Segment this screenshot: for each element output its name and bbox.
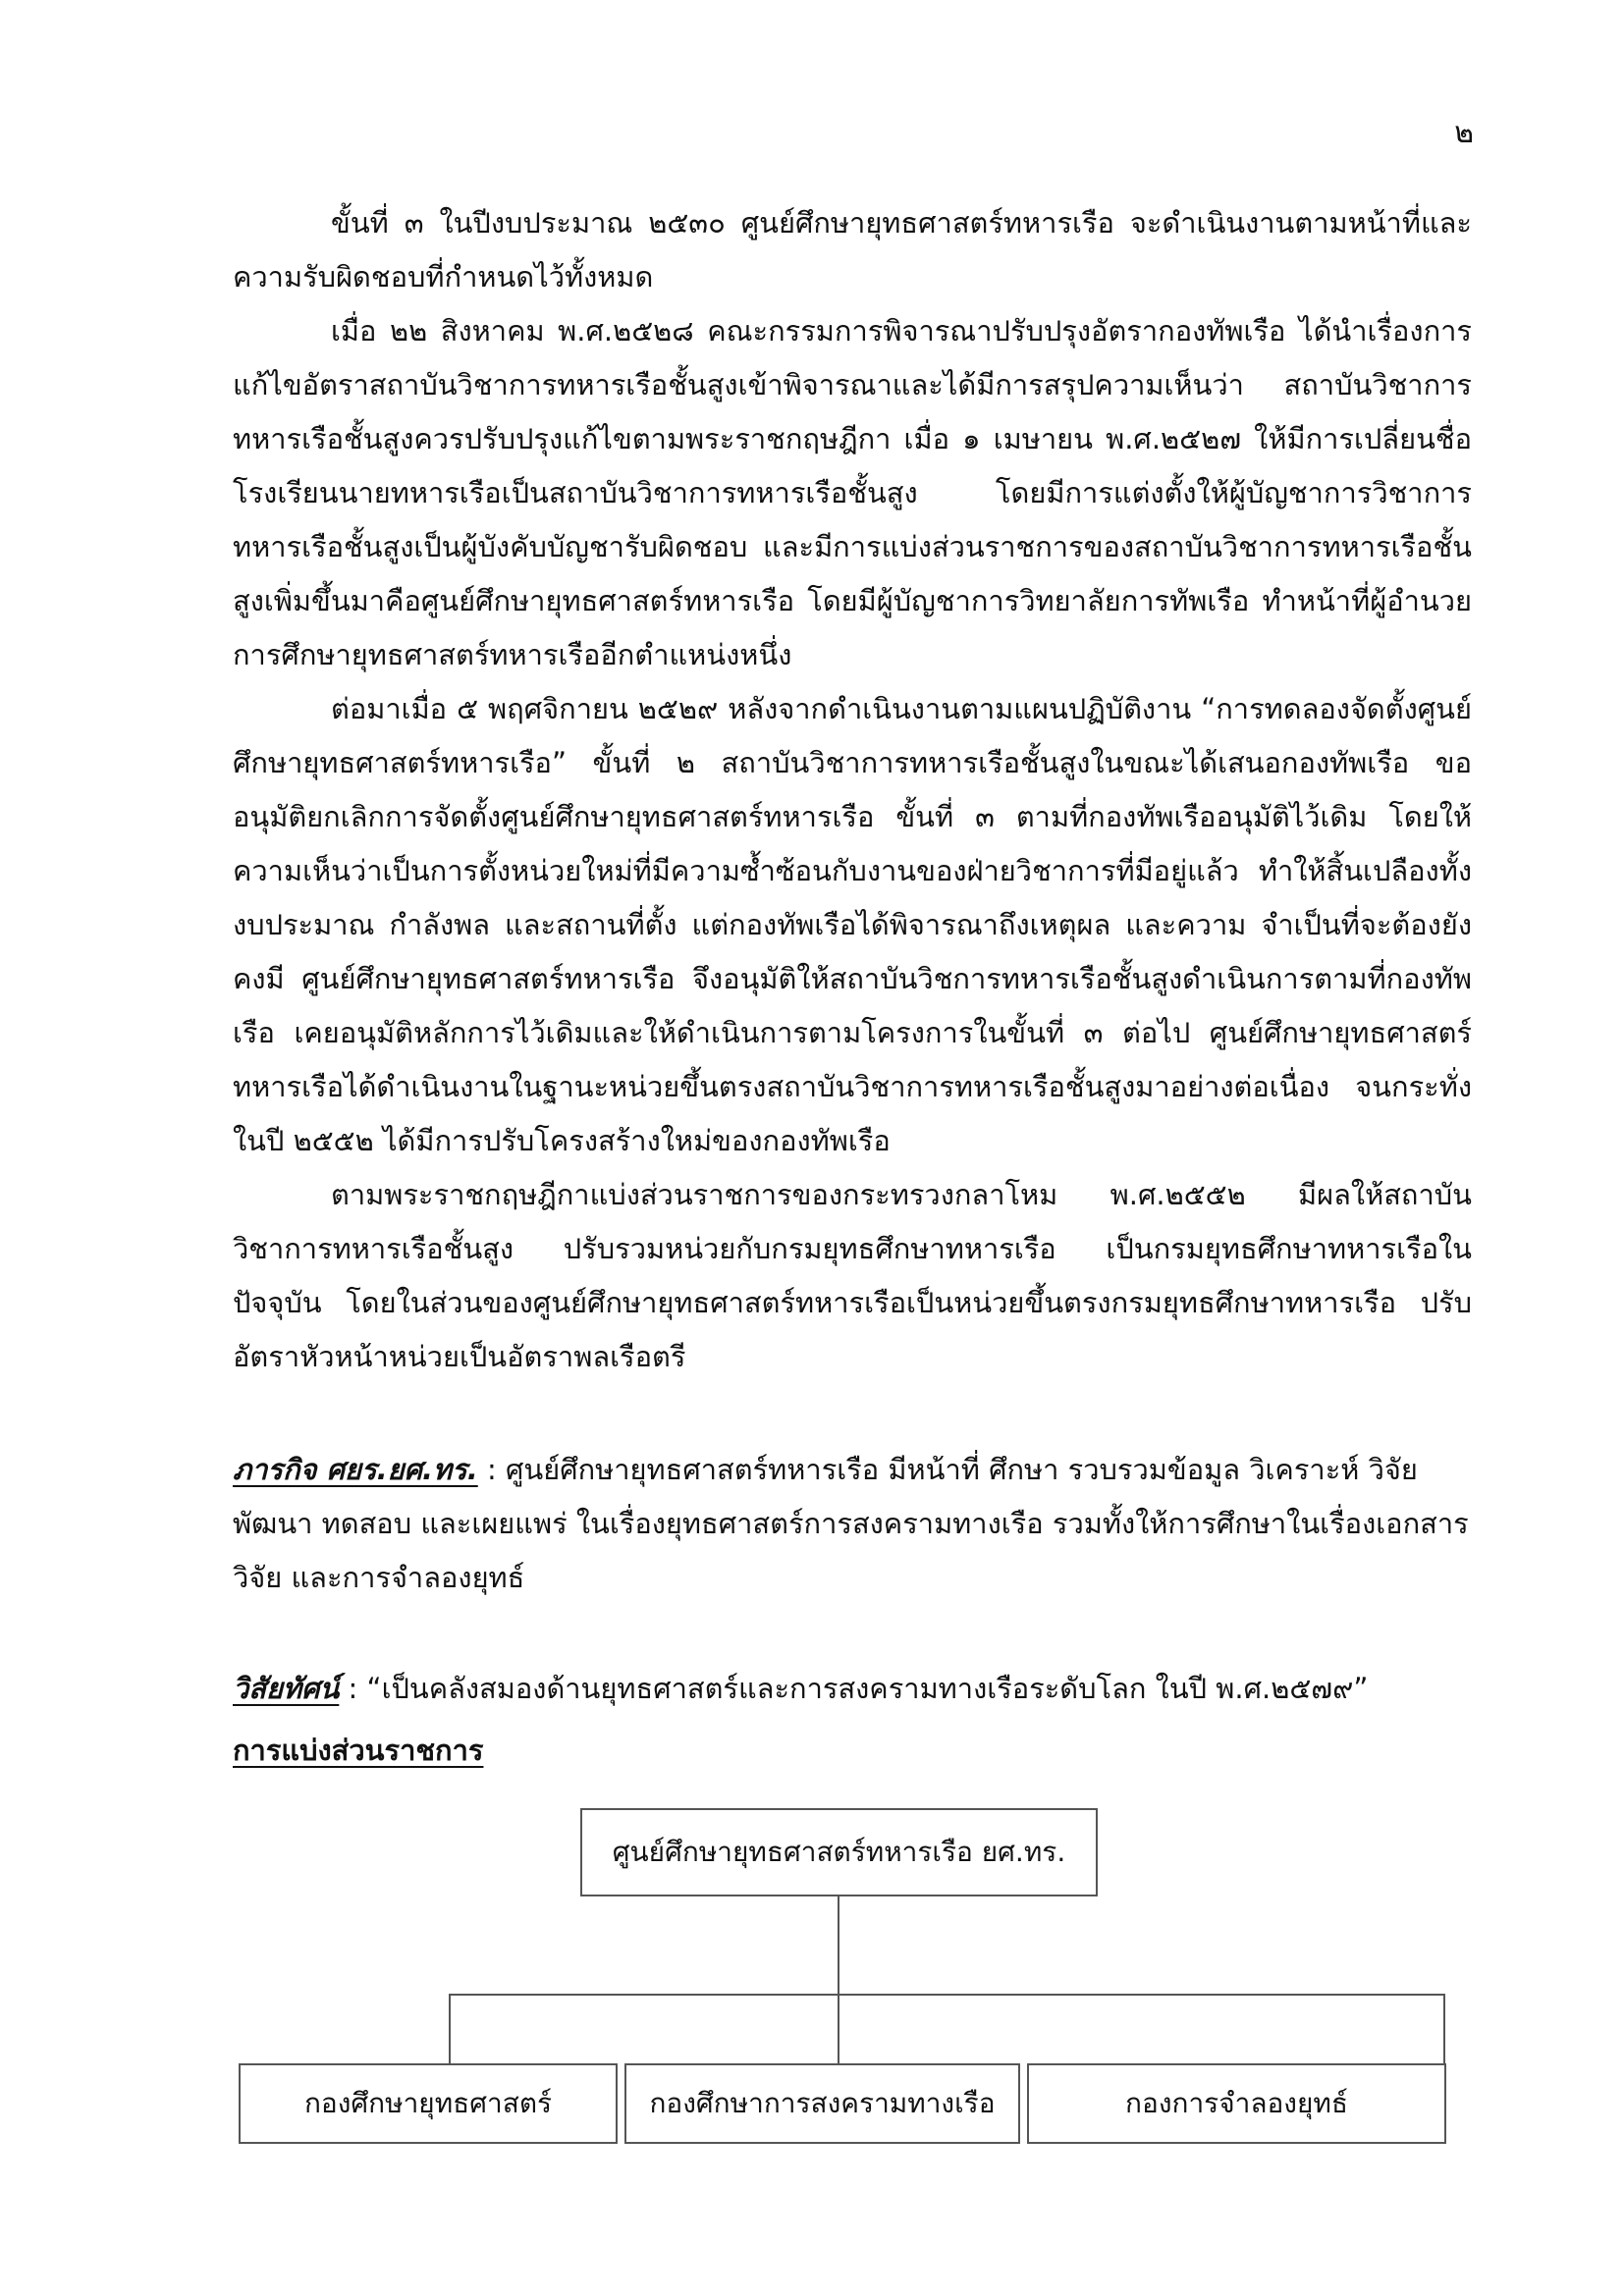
paragraph-establishment-approval: ต่อมาเมื่อ ๕ พฤศจิกายน ๒๕๒๙ หลังจากดำเนินงานตามแผนปฏิบัติงาน “การทดลองจัดตั้งศูนย์ศึกษายุทธศาสตร์ทหารเรือ” ขั้นที่ ๒ สถาบันวิชาการทหารเรือชั้นสูงในขณะได้เสนอกองทัพเรือ ขออนุมัติยกเลิกการจัดตั้งศูนย์ศึกษายุทธศาสตร์ทหารเรือ ขั้นที่ ๓ ตามที่กองทัพเรืออนุมัติไว้เดิม โดยให้ความเห็นว่าเป็นการตั้งหน่วยใหม่ที่มีความซ้ำซ้อนกับงานของฝ่ายวิชาการที่มีอยู่แล้ว ทำให้สิ้นเปลืองทั้งงบประมาณ กำลังพล และสถานที่ตั้ง แต่กองทัพเรือได้พิจารณาถึงเหตุผล และความ จำเป็นที่จะต้องยังคงมี ศูนย์ศึกษายุทธศาสตร์ทหารเรือ จึงอนุมัติให้สถาบันวิชการทหารเรือชั้นสูงดำเนินการตามที่กองทัพเรือ เคยอนุมัติหลักการไว้เดิมและให้ดำเนินการตามโครงการในขั้นที่ ๓ ต่อไป ศูนย์ศึกษายุทธศาสตร์ทหารเรือได้ดำเนินงานในฐานะหน่วยขึ้นตรงสถาบันวิชาการทหารเรือชั้นสูงมาอย่างต่อเนื่อง จนกระทั่งในปี ๒๕๕๒ ได้มีการปรับโครงสร้างใหม่ของกองทัพเรือ	[233, 692, 1472, 1157]
org-connector-middle	[838, 1994, 839, 2064]
paragraph-phase-three: ขั้นที่ ๓ ในปีงบประมาณ ๒๕๓๐ ศูนย์ศึกษายุทธศาสตร์ทหารเรือ จะดำเนินงานตามหน้าที่และความรับผิดชอบที่กำหนดไว้ทั้งหมด	[233, 206, 1472, 294]
mission-separator: :	[477, 1453, 506, 1486]
vision-text: “เป็นคลังสมองด้านยุทธศาสตร์และการสงครามทางเรือระดับโลก ในปี พ.ศ.๒๕๗๙”	[366, 1672, 1369, 1705]
vision-label: วิสัยทัศน์	[233, 1672, 340, 1705]
org-root-box: ศูนย์ศึกษายุทธศาสตร์ทหารเรือ ยศ.ทร.	[580, 1808, 1098, 1896]
mission-label: ภารกิจ ศยร.ยศ.ทร.	[233, 1453, 478, 1486]
org-child-box: กองศึกษายุทธศาสตร์	[239, 2063, 618, 2144]
org-connector-right	[1443, 1994, 1445, 2064]
mission-text: ศูนย์ศึกษายุทธศาสตร์ทหารเรือ มีหน้าที่ ศึกษา รวบรวมข้อมูล วิเคราะห์ วิจัย พัฒนา ทดสอบ และเผยแพร่ ในเรื่องยุทธศาสตร์การสงครามทางเรือ รวมทั้งให้การศึกษาในเรื่องเอกสารวิจัย และการจำลองยุทธ์	[233, 1453, 1469, 1594]
org-child-box: กองการจำลองยุทธ์	[1027, 2063, 1446, 2144]
paragraph-restructure: ตามพระราชกฤษฎีกาแบ่งส่วนราชการของกระทรวงกลาโหม พ.ศ.๒๕๕๒ มีผลให้สถาบันวิชาการทหารเรือชั้นสูง ปรับรวมหน่วยกับกรมยุทธศึกษาทหารเรือ เป็นกรมยุทธศึกษาทหารเรือในปัจจุบัน โดยในส่วนของศูนย์ศึกษายุทธศาสตร์ทหารเรือเป็นหน่วยขึ้นตรงกรมยุทธศึกษาทหารเรือ ปรับอัตราหัวหน้าหน่วยเป็นอัตราพลเรือตรี	[233, 1178, 1472, 1373]
paragraph-committee-review: เมื่อ ๒๒ สิงหาคม พ.ศ.๒๕๒๘ คณะกรรมการพิจารณาปรับปรุงอัตรากองทัพเรือ ได้นำเรื่องการแก้ไขอัตราสถาบันวิชาการทหารเรือชั้นสูงเข้าพิจารณาและได้มีการสรุปความเห็นว่า สถาบันวิชาการทหารเรือชั้นสูงควรปรับปรุงแก้ไขตามพระราชกฤษฎีกา เมื่อ ๑ เมษายน พ.ศ.๒๕๒๗ ให้มีการเปลี่ยนชื่อโรงเรียนนายทหารเรือเป็นสถาบันวิชาการทหารเรือชั้นสูง โดยมีการแต่งตั้งให้ผู้บัญชาการวิชาการทหารเรือชั้นสูงเป็นผู้บังคับบัญชารับผิดชอบ และมีการแบ่งส่วนราชการของสถาบันวิชาการทหารเรือชั้นสูงเพิ่มขึ้นมาคือศูนย์ศึกษายุทธศาสตร์ทหารเรือ โดยมีผู้บัญชาการวิทยาลัยการทัพเรือ ทำหน้าที่ผู้อำนวยการศึกษายุทธศาสตร์ทหารเรืออีกตำแหน่งหนึ่ง	[233, 314, 1472, 671]
org-section-title: การแบ่งส่วนราชการ	[233, 1734, 484, 1767]
mission-statement	[233, 1443, 1472, 1605]
org-connector-trunk	[838, 1896, 839, 1995]
document-body	[233, 196, 1472, 1716]
org-connector-left	[449, 1994, 451, 2064]
org-child-box: กองศึกษาการสงครามทางเรือ	[624, 2063, 1020, 2144]
vision-separator: :	[339, 1672, 367, 1705]
org-connector-bar	[449, 1994, 1445, 1996]
page-number: ๒	[1454, 116, 1474, 150]
vision-statement	[233, 1662, 1472, 1716]
